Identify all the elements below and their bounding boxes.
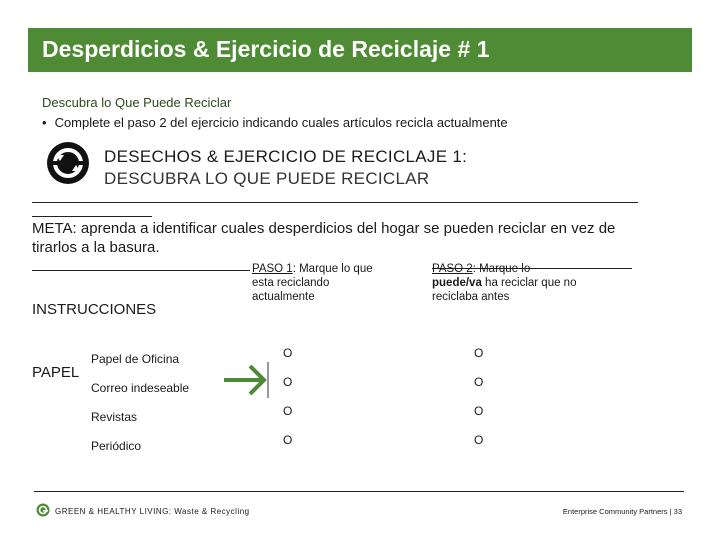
divider-short [32, 216, 152, 217]
step1-header [252, 262, 382, 304]
bullet-marker: • [42, 115, 47, 130]
footer-divider [34, 491, 684, 492]
step2-checkbox[interactable]: O [474, 433, 484, 447]
organization-name: Enterprise Community Partners [562, 507, 668, 516]
list-item: Papel de Oficina [91, 352, 180, 366]
category-label: PAPEL [32, 364, 80, 381]
list-item: Correo indeseable [91, 381, 190, 395]
step2-checkbox[interactable]: O [474, 346, 484, 360]
step1-text: : Marque lo que esta reciclando actualmente [252, 263, 373, 303]
goal-text: META: aprenda a identificar cuales desperdicios del hogar se pueden reciclar en vez de tirarlos a la basura. [32, 220, 616, 256]
divider [32, 270, 250, 271]
list-item: Periódico [91, 439, 142, 453]
enterprise-logo-icon [36, 503, 50, 517]
bullet-text: Complete el paso 2 del ejercicio indicando cuales artículos recicla actualmente [54, 115, 508, 130]
document-title-line2: DESCUBRA LO QUE PUEDE RECICLAR [104, 169, 430, 188]
step2-text: : Marque lo [472, 263, 531, 275]
divider [32, 202, 638, 203]
document-title-line1: DESECHOS & EJERCICIO DE RECICLAJE 1: [104, 147, 468, 166]
step2-header [432, 262, 582, 304]
slide-title: Desperdicios & Ejercicio de Reciclaje # 1 [42, 36, 490, 62]
footer-credit [520, 507, 682, 516]
title-bar [28, 28, 692, 72]
step1-checkbox[interactable]: O [283, 346, 293, 360]
document-title [104, 146, 467, 190]
instruction-bullet [42, 115, 508, 130]
step2-checkbox[interactable]: O [474, 375, 484, 389]
step2-text-rest: ha reciclar que no reciclaba antes [432, 277, 577, 303]
instructions-heading: INSTRUCCIONES [32, 301, 157, 318]
section-subheading: Descubra lo Que Puede Reciclar [42, 95, 232, 110]
footer-title: GREEN & HEALTHY LIVING: Waste & Recycling [55, 507, 250, 516]
step2-checkbox[interactable]: O [474, 404, 484, 418]
step1-checkbox[interactable]: O [283, 404, 293, 418]
page-number: 33 [673, 507, 682, 516]
arrow-right-icon [222, 360, 278, 400]
step1-label: PASO 1 [252, 263, 293, 275]
list-item: Revistas [91, 410, 138, 424]
step1-checkbox[interactable]: O [283, 375, 293, 389]
recycle-icon [46, 141, 90, 185]
step2-label: PASO 2 [432, 263, 473, 275]
step1-checkbox[interactable]: O [283, 433, 293, 447]
footer-separator: | [667, 507, 674, 516]
step2-bold: puede/va [432, 277, 482, 289]
